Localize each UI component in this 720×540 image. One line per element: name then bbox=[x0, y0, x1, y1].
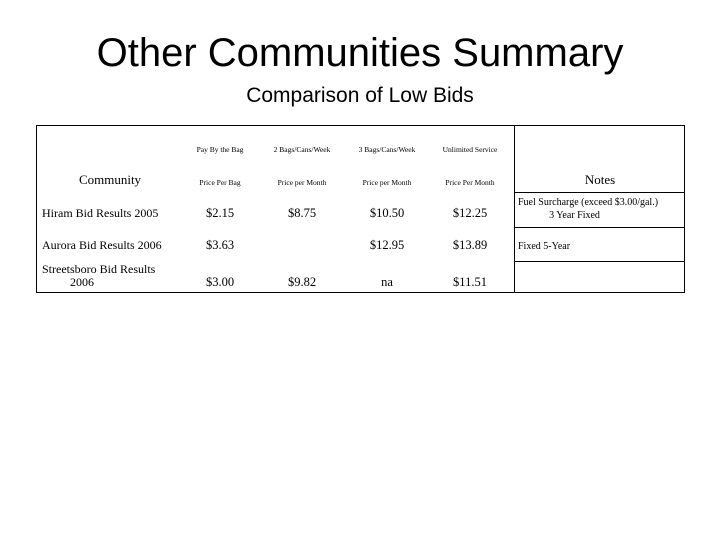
row-community-label: Streetsboro Bid Results bbox=[42, 261, 156, 276]
header-unlimited: Unlimited Service bbox=[442, 144, 498, 154]
unit-header-price-per-month: Price Per Month bbox=[445, 177, 495, 187]
notes-row-divider bbox=[514, 192, 684, 193]
row-community-label: Hiram Bid Results 2005 bbox=[42, 205, 159, 220]
bids-table bbox=[36, 125, 685, 293]
page-subtitle: Comparison of Low Bids bbox=[246, 84, 474, 107]
header-3-bags: 3 Bags/Cans/Week bbox=[358, 144, 416, 154]
cell-value: $9.82 bbox=[287, 274, 317, 289]
notes-header: Notes bbox=[584, 172, 616, 187]
row-community-label-continued: 2006 bbox=[70, 274, 94, 289]
cell-value bbox=[262, 236, 342, 254]
cell-value: $12.95 bbox=[369, 237, 405, 252]
header-pay-by-bag: Pay By the Bag bbox=[196, 144, 244, 154]
cell-value: $12.25 bbox=[452, 205, 488, 220]
row-note: Fuel Surcharge (exceed $3.00/gal.) bbox=[518, 196, 659, 208]
row-note: 3 Year Fixed bbox=[549, 209, 600, 221]
community-header: Community bbox=[78, 172, 142, 187]
cell-value: $8.75 bbox=[287, 205, 317, 220]
notes-row-divider bbox=[514, 227, 684, 228]
cell-value: $13.89 bbox=[452, 237, 488, 252]
cell-value: $3.63 bbox=[205, 237, 235, 252]
unit-header-price-per-month: Price per Month bbox=[277, 177, 327, 187]
cell-value: $3.00 bbox=[205, 274, 235, 289]
page-title: Other Communities Summary bbox=[96, 31, 624, 75]
header-2-bags: 2 Bags/Cans/Week bbox=[273, 144, 331, 154]
cell-value: na bbox=[381, 274, 393, 289]
unit-header-price-per-month: Price per Month bbox=[362, 177, 412, 187]
unit-header-price-per-bag: Price Per Bag bbox=[199, 177, 241, 187]
notes-row-divider bbox=[514, 261, 684, 262]
cell-value: $10.50 bbox=[369, 205, 405, 220]
row-community-label: Aurora Bid Results 2006 bbox=[42, 237, 162, 252]
cell-value: $11.51 bbox=[453, 274, 487, 289]
cell-value: $2.15 bbox=[205, 205, 235, 220]
row-note: Fixed 5-Year bbox=[518, 240, 571, 252]
